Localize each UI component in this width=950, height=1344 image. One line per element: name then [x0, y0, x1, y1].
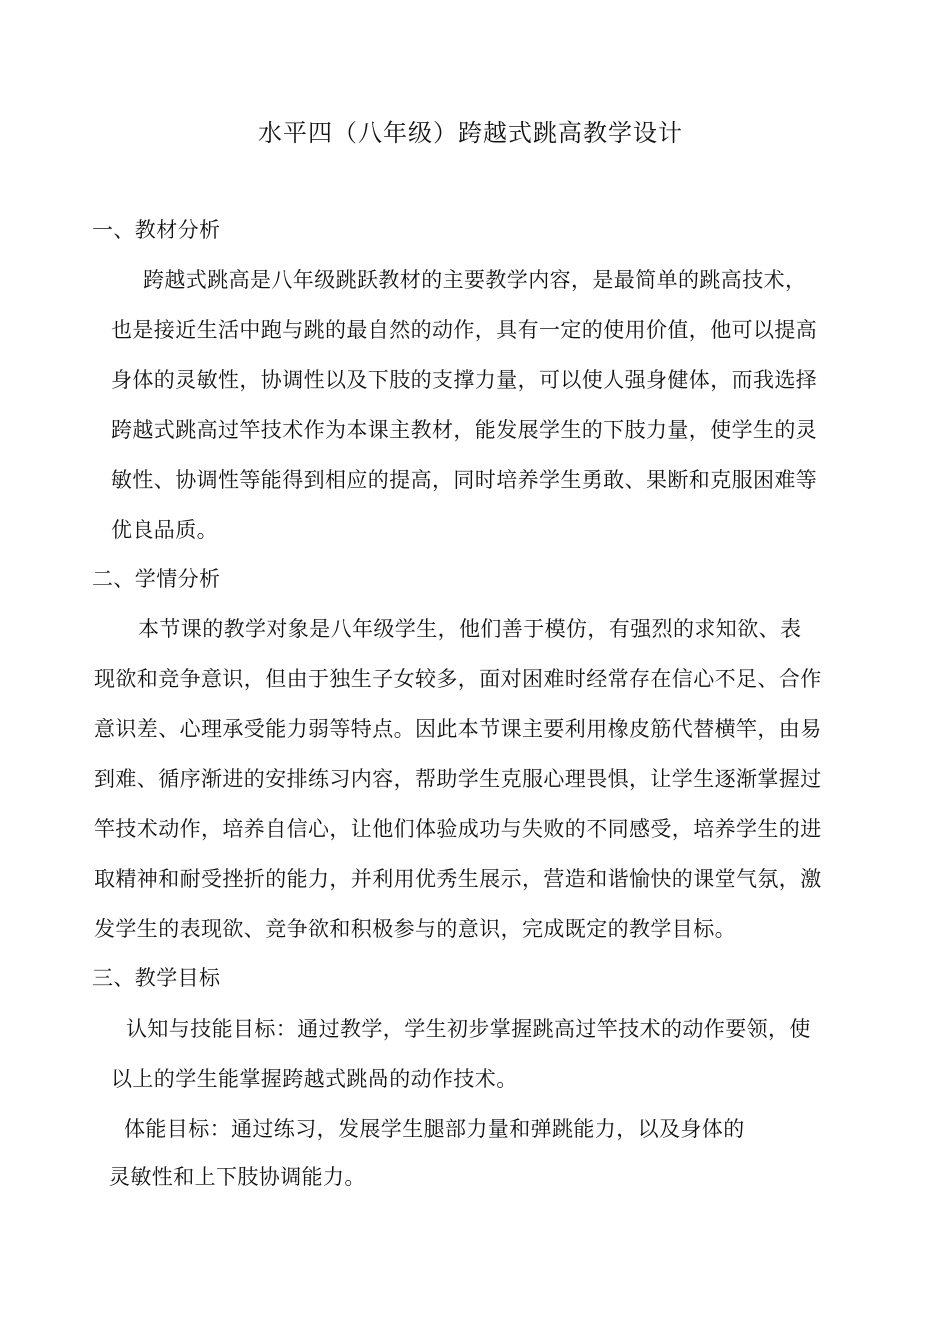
paragraph-line: 现欲和竞争意识，但由于独生子女较多，面对困难时经常存在信心不足、合作 — [94, 667, 822, 691]
section-heading: 二、学情分析 — [92, 567, 221, 591]
paragraph-line: 跨越式跳高是八年级跳跃教材的主要教学内容，是最简单的跳高技术， — [143, 268, 807, 292]
paragraph-line: 发学生的表现欲、竞争欲和积极参与的意识，完成既定的教学目标。 — [94, 917, 736, 941]
paragraph-line: 意识差、心理承受能力弱等特点。因此本节课主要利用橡皮筋代替横竿，由易 — [94, 717, 822, 741]
paragraph-line: 体能目标：通过练习，发展学生腿部力量和弹跳能力，以及身体的 — [124, 1117, 745, 1141]
section-heading: 一、教材分析 — [92, 218, 221, 242]
paragraph-line: 到难、循序渐进的安排练习内容，帮助学生克服心理畏惧，让学生逐渐掌握过 — [94, 767, 822, 791]
page-title: 水平四（八年级）跨越式跳高教学设计 — [258, 119, 683, 147]
paragraph-line: 跨越式跳高过竿技术作为本课主教材，能发展学生的下肢力量，使学生的灵 — [111, 418, 818, 442]
paragraph-line: 认知与技能目标：通过教学，学生初步掌握跳高过竿技术的动作要领，使 — [126, 1017, 811, 1041]
paragraph-line: 本节课的教学对象是八年级学生，他们善于模仿，有强烈的求知欲、表 — [138, 617, 802, 641]
paragraph-line: 优良品质。 — [111, 518, 218, 542]
paragraph-line: 也是接近生活中跑与跳的最自然的动作，具有一定的使用价值，他可以提高 — [111, 318, 818, 342]
paragraph-line: 取精神和耐受挫折的能力，并利用优秀生展示，营造和谐愉快的课堂气氛，激 — [94, 867, 822, 891]
paragraph-line: 敏性、协调性等能得到相应的提高，同时培养学生勇敢、果断和克服困难等 — [111, 468, 818, 492]
paragraph-line: 身体的灵敏性，协调性以及下肢的支撑力量，可以使人强身健体，而我选择 — [111, 368, 818, 392]
paragraph-line: 竿技术动作，培养自信心，让他们体验成功与失败的不同感受，培养学生的进 — [94, 817, 822, 841]
paragraph-line: 灵敏性和上下肢协调能力。 — [109, 1165, 366, 1189]
paragraph-line: 以上的学生能掌握跨越式跳咼的动作技术。 — [111, 1067, 518, 1091]
section-heading: 三、教学目标 — [92, 966, 221, 990]
